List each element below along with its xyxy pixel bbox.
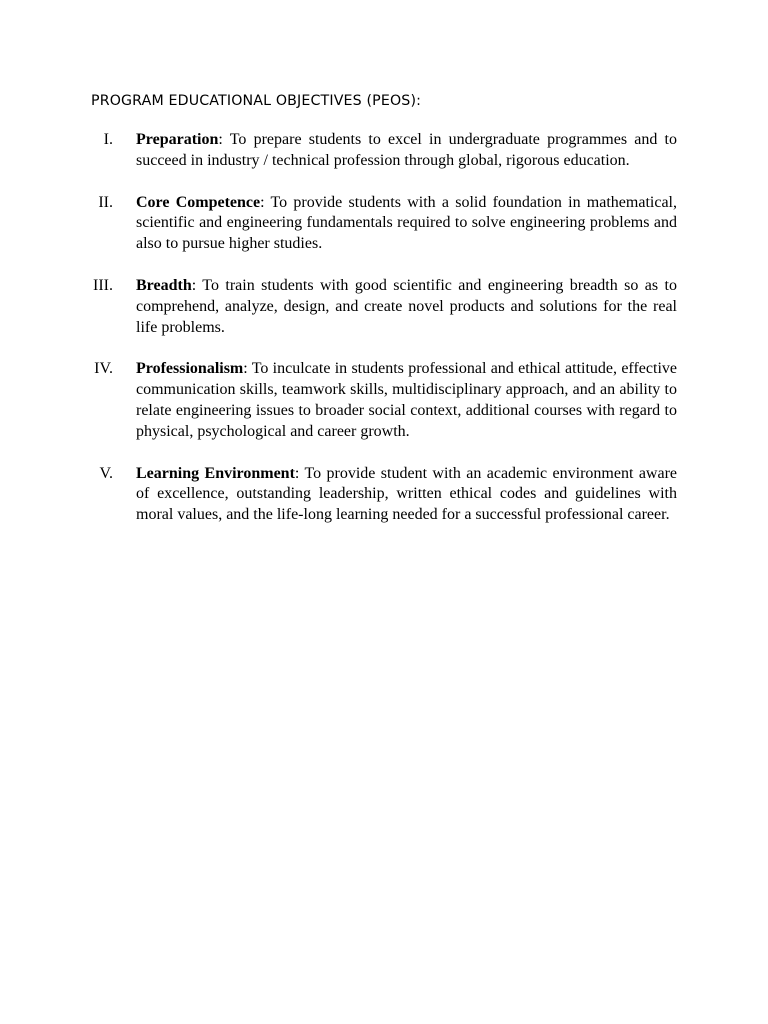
objective-term: Breadth	[136, 276, 192, 294]
objective-description: : To prepare students to excel in undergraduate programmes and to succeed in industry / technical profession through global, rigorous education.	[136, 131, 677, 169]
objective-item	[0, 359, 768, 442]
objective-term: Learning Environment	[136, 464, 295, 482]
objective-item	[0, 276, 768, 338]
objective-numeral: III.	[93, 276, 113, 294]
objectives-list	[0, 130, 768, 547]
objective-description: : To train students with good scientific and engineering breadth so as to comprehend, analyze, design, and create novel products and solutions for the real life problems.	[136, 276, 677, 336]
objective-description: : To provide students with a solid foundation in mathematical, scientific and engineering fundamentals required to solve engineering problems and also to pursue higher studies.	[136, 193, 677, 253]
objective-term: Preparation	[136, 131, 219, 148]
objective-numeral: V.	[99, 464, 113, 482]
objective-description: : To inculcate in students professional and ethical attitude, effective communication skills, teamwork skills, multidisciplinary approach, and an ability to relate engineering issues to broader social context, additional courses with regard to physical, psychological and career growth.	[136, 360, 677, 440]
page-title: PROGRAM EDUCATIONAL OBJECTIVES (PEOS):	[91, 93, 422, 109]
objective-text	[136, 276, 677, 338]
objective-text	[136, 359, 677, 442]
objective-text	[136, 193, 677, 255]
objective-item	[0, 464, 768, 526]
objective-text	[136, 130, 677, 172]
objective-numeral: I.	[103, 131, 113, 148]
objective-item	[0, 130, 768, 172]
objective-numeral: IV.	[94, 360, 113, 378]
objective-description: : To provide student with an academic environment aware of excellence, outstanding leadership, written ethical codes and guidelines with moral values, and the life-long learning needed for a successful professional career.	[136, 464, 678, 524]
objective-term: Professionalism	[136, 360, 244, 378]
objective-numeral: II.	[98, 193, 113, 211]
objective-item	[0, 193, 768, 255]
objective-text	[136, 464, 677, 526]
objective-term: Core Competence	[136, 193, 261, 211]
